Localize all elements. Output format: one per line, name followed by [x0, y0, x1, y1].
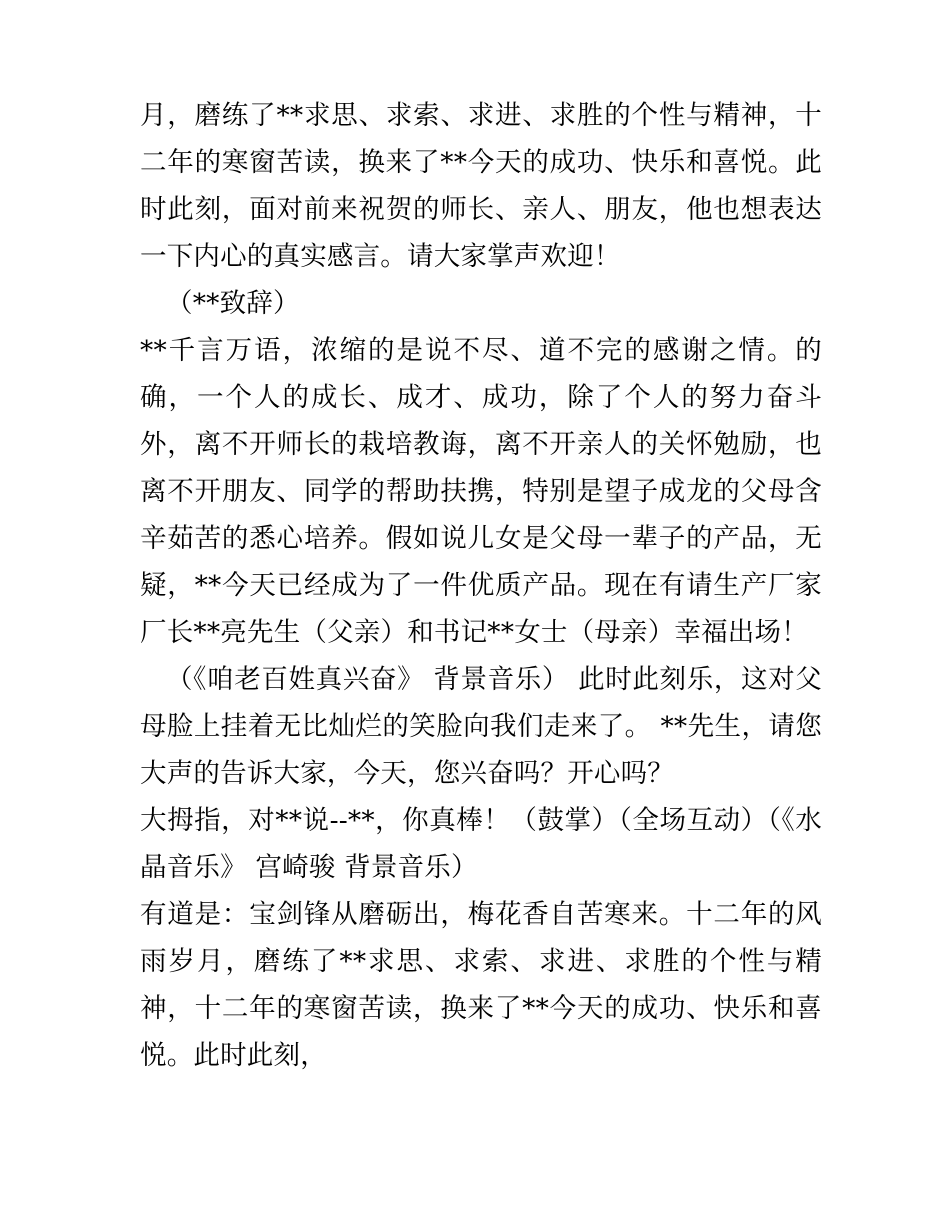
- document-body: [140, 92, 822, 1079]
- paragraph: 有道是：宝剑锋从磨砺出，梅花香自苦寒来。十二年的风雨岁月，磨练了**求思、求索、求进、求胜的个性与精神，十二年的寒窗苦读，换来了**今天的成功、快乐和喜悦。此时此刻，: [140, 899, 822, 1071]
- paragraph: （《咱老百姓真兴奋》 背景音乐） 此时此刻乐，这对父母脸上挂着无比灿烂的笑脸向我们走来了。 **先生，请您大声的告诉大家，今天，您兴奋吗？开心吗？: [140, 664, 822, 789]
- paragraph: **千言万语，浓缩的是说不尽、道不完的感谢之情。的确，一个人的成长、成才、成功，除了个人的努力奋斗外，离不开师长的栽培教诲，离不开亲人的关怀勉励，也离不开朋友、同学的帮助扶携，特别是望子成龙的父母含辛茹苦的悉心培养。假如说儿女是父母一辈子的产品，无疑，**今天已经成为了一件优质产品。现在有请生产厂家厂长**亮先生（父亲）和书记**女士（母亲）幸福出场！: [140, 335, 822, 648]
- paragraph: 大拇指，对**说--**，你真棒！（鼓掌）（全场互动）（《水晶音乐》 宫崎骏 背景音乐）: [140, 805, 822, 883]
- paragraph: 月，磨练了**求思、求索、求进、求胜的个性与精神，十二年的寒窗苦读，换来了**今天的成功、快乐和喜悦。此时此刻，面对前来祝贺的师长、亲人、朋友，他也想表达一下内心的真实感言。请大家掌声欢迎！: [140, 100, 822, 272]
- paragraph: （**致辞）: [166, 288, 300, 319]
